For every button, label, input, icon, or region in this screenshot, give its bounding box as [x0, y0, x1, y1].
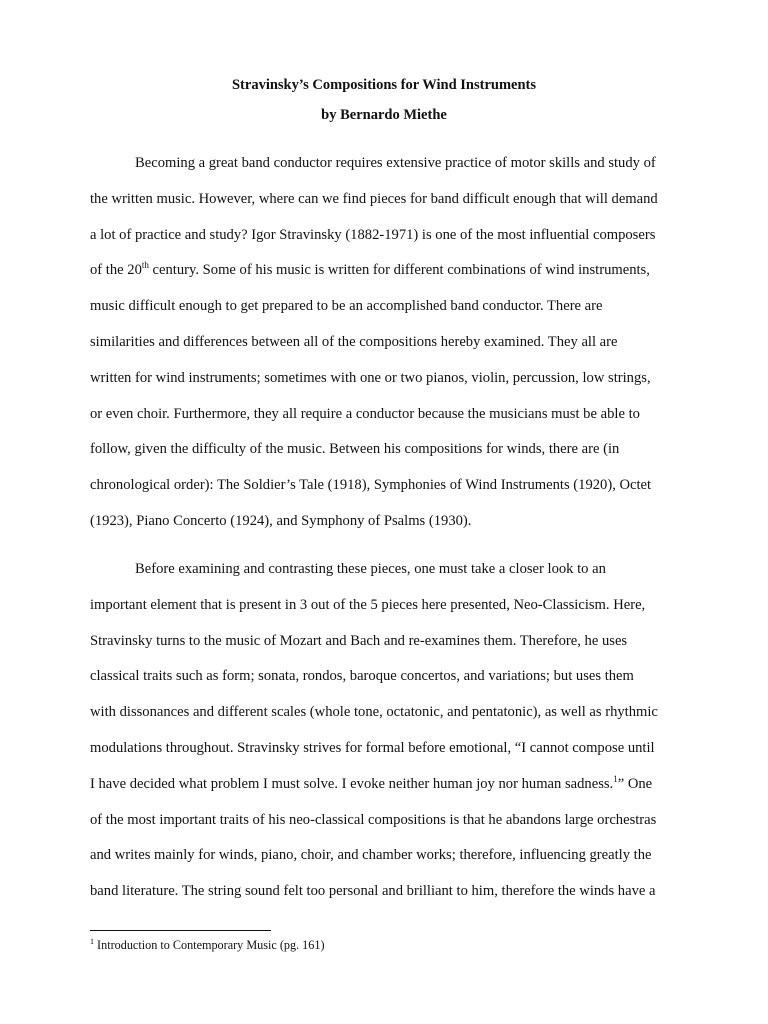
- paragraph-line: and writes mainly for winds, piano, choir, and chamber works; therefore, influencing greatly the: [90, 847, 652, 864]
- paragraph-line: or even choir. Furthermore, they all require a conductor because the musicians must be able to: [90, 405, 640, 422]
- footnote-marker: 1: [90, 937, 94, 946]
- footnote-text: Introduction to Contemporary Music (pg. 161): [94, 938, 325, 952]
- paragraph-line: written for wind instruments; sometimes with one or two pianos, violin, percussion, low strings,: [90, 369, 651, 386]
- paragraph-line: important element that is present in 3 out of the 5 pieces here presented, Neo-Classicism. Here,: [90, 596, 646, 613]
- line-text: century. Some of his music is written for different combinations of wind instruments,: [148, 262, 650, 279]
- paragraph-line: the written music. However, where can we find pieces for band difficult enough that will demand: [90, 190, 658, 207]
- paragraph-line: (1923), Piano Concerto (1924), and Symphony of Psalms (1930).: [90, 512, 472, 529]
- paragraph-line: a lot of practice and study? Igor Stravinsky (1882-1971) is one of the most influential composers: [90, 226, 656, 243]
- paragraph-line: Becoming a great band conductor requires extensive practice of motor skills and study of: [135, 155, 656, 171]
- line-text: of the 20: [90, 262, 142, 279]
- paragraph-1: [90, 146, 690, 540]
- paragraph-line: Before examining and contrasting these pieces, one must take a closer look to an: [135, 561, 606, 577]
- footnote: [90, 937, 325, 953]
- paragraph-line: with dissonances and different scales (whole tone, octatonic, and pentatonic), as well as rhythmic: [90, 704, 658, 721]
- line-text: I have decided what problem I must solve. I evoke neither human joy nor human sadness.: [90, 775, 614, 792]
- ordinal-superscript: th: [141, 260, 149, 271]
- paragraph-line: follow, given the difficulty of the music. Between his compositions for winds, there are (in: [90, 441, 620, 458]
- line-text: ” One: [617, 775, 653, 792]
- paragraph-line: similarities and differences between all of the compositions hereby examined. They all are: [90, 333, 618, 350]
- paragraph-line: [90, 253, 690, 289]
- footnote-reference: 1: [613, 773, 618, 784]
- paragraph-line: chronological order): The Soldier’s Tale (1918), Symphonies of Wind Instruments (1920), Octet: [90, 477, 652, 494]
- paragraph-line: Stravinsky turns to the music of Mozart and Bach and re-examines them. Therefore, he uses: [90, 632, 628, 649]
- footnote-separator: [90, 930, 271, 931]
- paragraph-line: modulations throughout. Stravinsky strives for formal before emotional, “I cannot compose until: [90, 739, 655, 756]
- paragraph-line: of the most important traits of his neo-classical compositions is that he abandons large orchestras: [90, 811, 657, 828]
- paragraph-line: band literature. The string sound felt too personal and brilliant to him, therefore the winds have a: [90, 883, 656, 900]
- paragraph-line: [90, 767, 690, 803]
- paragraph-line: classical traits such as form; sonata, rondos, baroque concertos, and variations; but uses them: [90, 668, 634, 685]
- paragraph-line: music difficult enough to get prepared to be an accomplished band conductor. There are: [90, 298, 603, 315]
- paragraph-2: [90, 552, 690, 910]
- document-title: Stravinsky’s Compositions for Wind Instruments: [231, 77, 537, 93]
- document-author: by Bernardo Miethe: [321, 107, 447, 123]
